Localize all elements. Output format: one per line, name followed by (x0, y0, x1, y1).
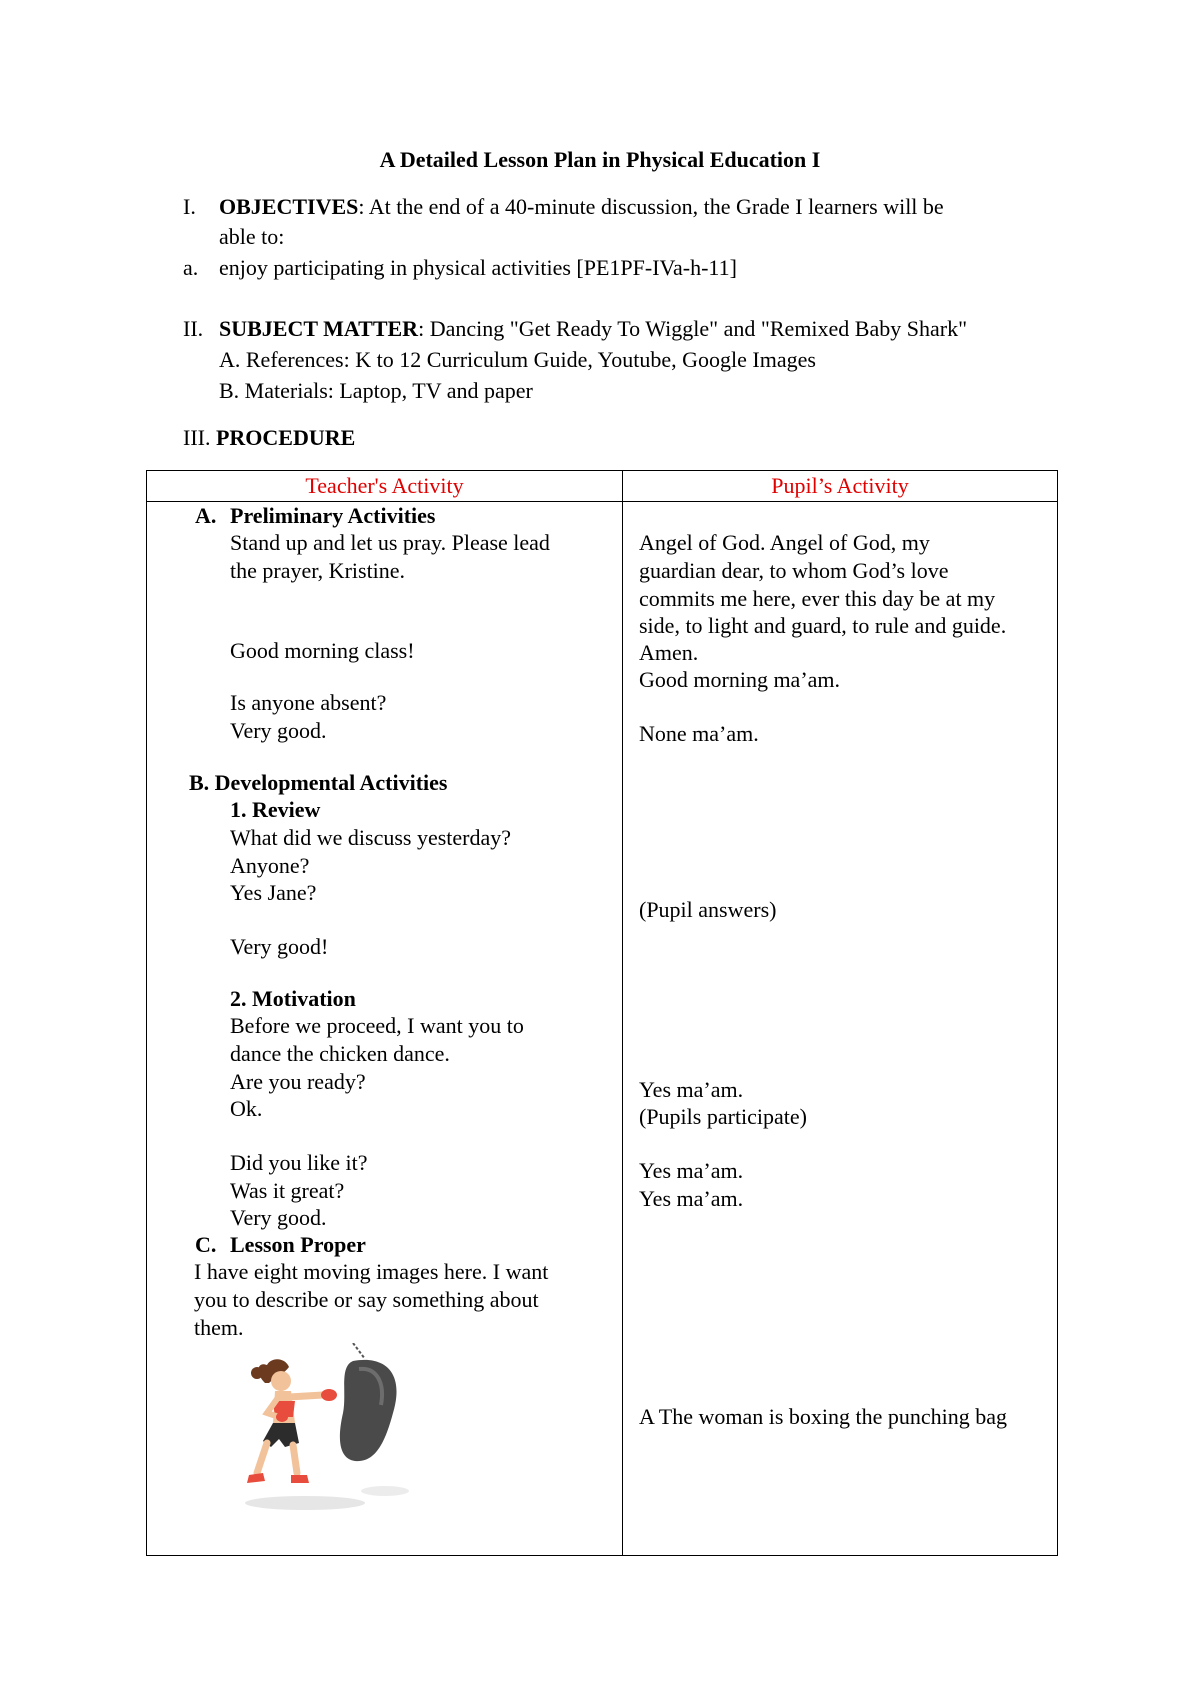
procedure-heading-line (183, 424, 355, 452)
section-b-heading: B. Developmental Activities (189, 770, 448, 795)
teacher-activity-header: Teacher's Activity (305, 473, 464, 498)
teacher-line: the prayer, Kristine. (230, 558, 406, 583)
subject-matter-text: : Dancing "Get Ready To Wiggle" and "Remixed Baby Shark" (418, 316, 968, 341)
boxing-woman-illustration (235, 1343, 415, 1513)
teacher-line: Stand up and let us pray. Please lead (230, 530, 550, 555)
objectives-heading: OBJECTIVES (219, 194, 359, 219)
pupil-line: side, to light and guard, to rule and guide. (639, 613, 1007, 638)
teacher-line: Very good! (230, 934, 329, 959)
teacher-line: Did you like it? (230, 1150, 368, 1175)
section-a-letter: A. (195, 503, 217, 528)
teacher-line: them. (194, 1315, 244, 1340)
teacher-line: Are you ready? (230, 1069, 366, 1094)
teacher-line: What did we discuss yesterday? (230, 825, 512, 850)
pupil-line: Amen. (639, 640, 699, 665)
procedure-heading: PROCEDURE (215, 425, 356, 450)
teacher-line: Before we proceed, I want you to (230, 1013, 524, 1038)
pupil-line: (Pupil answers) (639, 897, 777, 922)
objective-item-text: enjoy participating in physical activities [PE1PF-IVa-h-11] (219, 255, 737, 280)
procedure-number: III. (183, 425, 211, 450)
pupil-line: Good morning ma’am. (639, 667, 841, 692)
objectives-intro-cont: able to: (219, 224, 285, 249)
teacher-line: Anyone? (230, 853, 310, 878)
teacher-line: Very good. (230, 1205, 327, 1230)
subject-matter-line (219, 315, 967, 343)
column-divider (622, 471, 623, 1555)
pupil-activity-header: Pupil’s Activity (771, 473, 909, 498)
subject-materials: B. Materials: Laptop, TV and paper (219, 378, 533, 403)
teacher-line: Very good. (230, 718, 327, 743)
section-c-letter: C. (195, 1232, 217, 1257)
subject-matter-number: II. (183, 316, 204, 341)
teacher-line: Yes Jane? (230, 880, 317, 905)
subject-references: A. References: K to 12 Curriculum Guide, Youtube, Google Images (219, 347, 816, 372)
pupil-line: guardian dear, to whom God’s love (639, 558, 949, 583)
teacher-line: Ok. (230, 1096, 263, 1121)
pupil-line: Angel of God. Angel of God, my (639, 530, 930, 555)
pupil-line: A The woman is boxing the punching bag (639, 1404, 1008, 1429)
review-heading: 1. Review (230, 797, 321, 822)
motivation-heading: 2. Motivation (230, 986, 356, 1011)
subject-matter-heading: SUBJECT MATTER (219, 316, 419, 341)
document-title: A Detailed Lesson Plan in Physical Education I (379, 147, 821, 172)
procedure-table (146, 470, 1058, 1556)
section-c-heading: Lesson Proper (230, 1232, 366, 1257)
pupil-line: None ma’am. (639, 721, 759, 746)
pupil-line: commits me here, ever this day be at my (639, 586, 996, 611)
objectives-number: I. (183, 194, 196, 219)
teacher-line: Good morning class! (230, 638, 415, 663)
pupil-line: Yes ma’am. (639, 1077, 744, 1102)
teacher-line: Is anyone absent? (230, 690, 387, 715)
pupil-line: Yes ma’am. (639, 1158, 744, 1183)
section-a-heading: Preliminary Activities (230, 503, 436, 528)
objective-item-letter: a. (183, 255, 199, 280)
pupil-line: (Pupils participate) (639, 1104, 808, 1129)
pupil-line: Yes ma’am. (639, 1186, 744, 1211)
teacher-line: Was it great? (230, 1178, 345, 1203)
objectives-intro: : At the end of a 40-minute discussion, the Grade I learners will be (358, 194, 944, 219)
objectives-line-1 (219, 193, 944, 221)
teacher-line: you to describe or say something about (194, 1287, 539, 1312)
teacher-line: dance the chicken dance. (230, 1041, 450, 1066)
teacher-line: I have eight moving images here. I want (194, 1259, 549, 1284)
